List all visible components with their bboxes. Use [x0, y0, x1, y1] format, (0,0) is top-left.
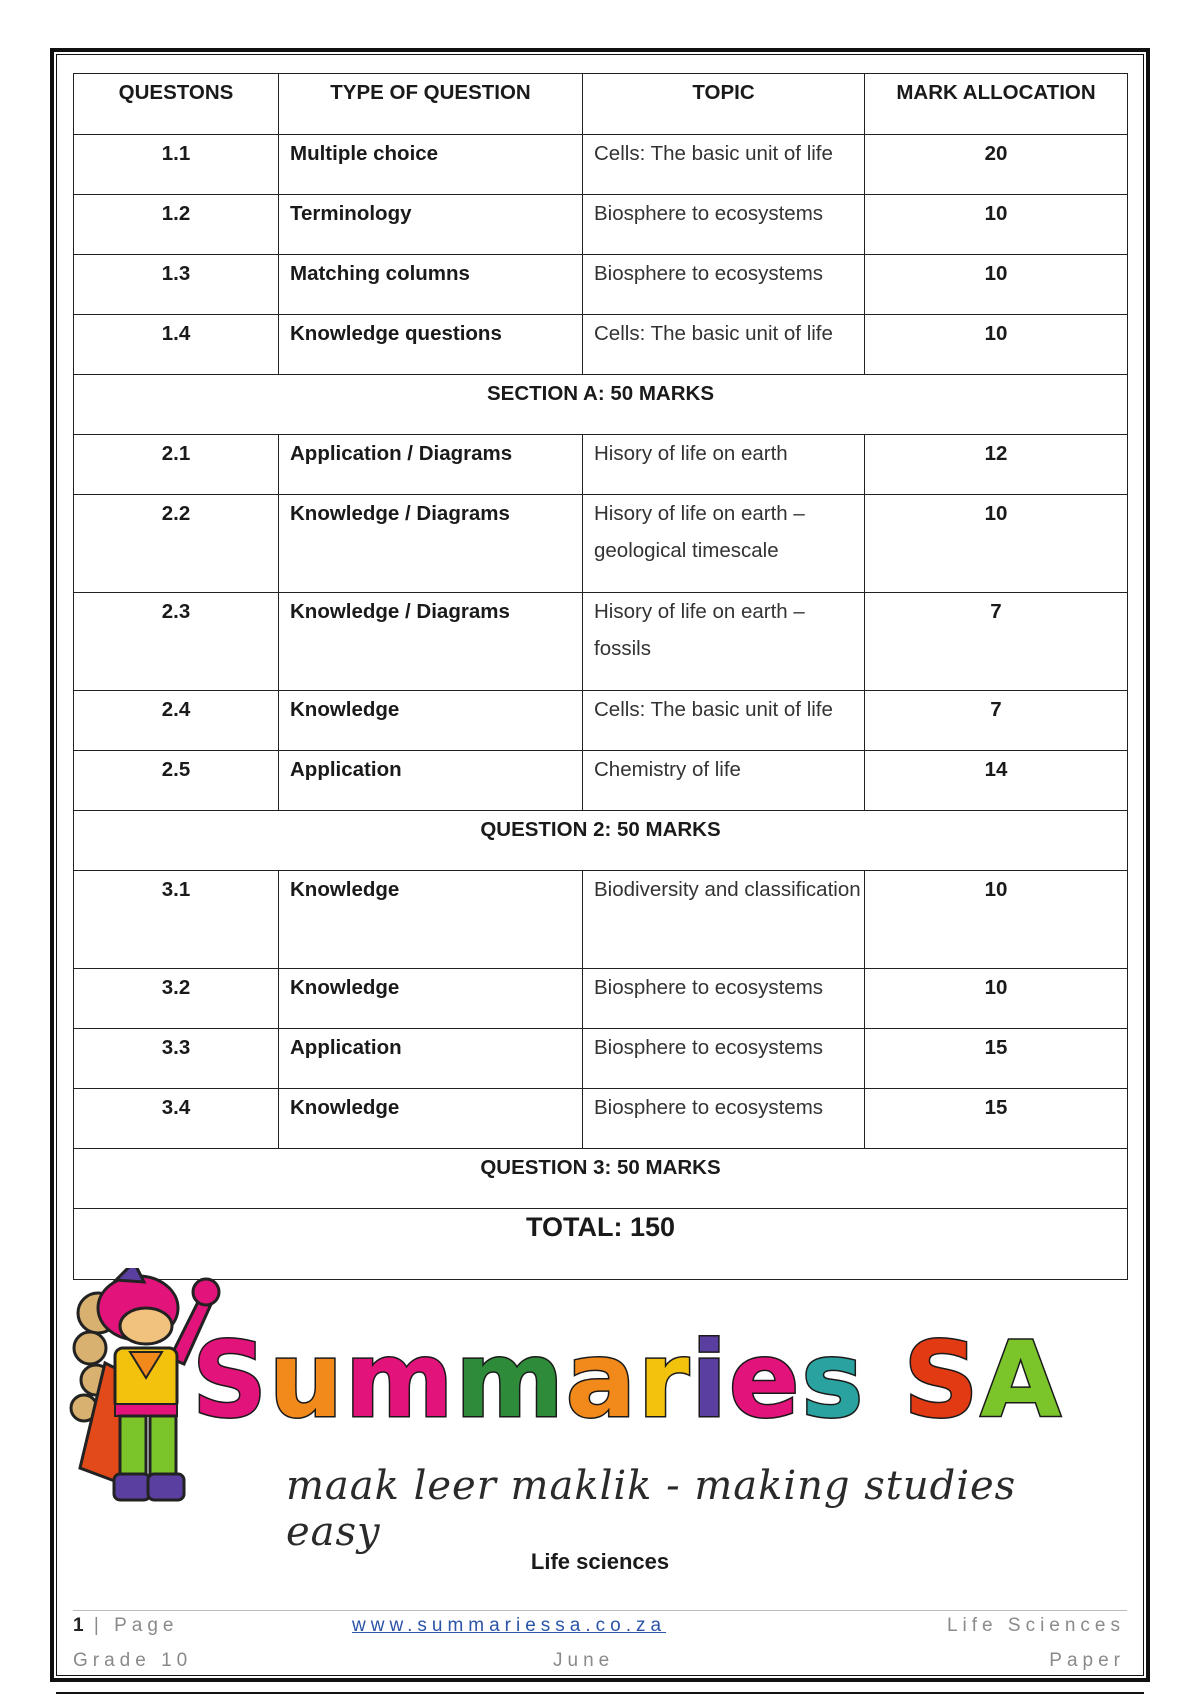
question-marks: 10 — [865, 495, 1128, 593]
table-row — [74, 751, 1128, 811]
table-row — [74, 1029, 1128, 1089]
footer-grade: Grade 10 — [73, 1650, 193, 1671]
question-number: 1.3 — [74, 255, 279, 315]
question-marks: 10 — [865, 255, 1128, 315]
footer-page — [73, 1615, 178, 1637]
table-row — [74, 691, 1128, 751]
question-topic: Biosphere to ecosystems — [583, 1089, 865, 1149]
question-marks: 10 — [865, 871, 1128, 969]
question-number: 2.1 — [74, 435, 279, 495]
subject-title: Life sciences — [530, 1549, 670, 1574]
question-topic: Chemistry of life — [583, 751, 865, 811]
question-type: Application — [279, 751, 583, 811]
question-topic: Biosphere to ecosystems — [583, 195, 865, 255]
header-marks: MARK ALLOCATION — [865, 74, 1128, 135]
question-number: 2.4 — [74, 691, 279, 751]
footer-divider — [73, 1610, 1127, 1611]
question-topic: Hisory of life on earth – fossils — [583, 593, 865, 691]
table-row — [74, 1089, 1128, 1149]
bottom-rule — [56, 1692, 1144, 1694]
question-type: Knowledge / Diagrams — [279, 495, 583, 593]
table-row — [74, 195, 1128, 255]
header-topic: TOPIC — [583, 74, 865, 135]
question-number: 1.2 — [74, 195, 279, 255]
question-number: 1.1 — [74, 135, 279, 195]
page-number: 1 — [73, 1615, 84, 1636]
footer-url-link[interactable]: www.summariessa.co.za — [352, 1615, 667, 1636]
table-row — [74, 871, 1128, 969]
question-topic: Biosphere to ecosystems — [583, 255, 865, 315]
header-row — [74, 74, 1128, 135]
question-type: Knowledge — [279, 1089, 583, 1149]
page-label: | Page — [93, 1615, 179, 1636]
question-marks: 12 — [865, 435, 1128, 495]
table-row — [74, 435, 1128, 495]
section-a-total: SECTION A: 50 MARKS — [74, 375, 1128, 435]
section-total-row — [74, 375, 1128, 435]
question-marks: 10 — [865, 969, 1128, 1029]
table-row — [74, 255, 1128, 315]
question-topic: Hisory of life on earth — [583, 435, 865, 495]
question-topic: Cells: The basic unit of life — [583, 315, 865, 375]
section-total-row — [74, 811, 1128, 871]
question-topic: Biodiversity and classification — [583, 871, 865, 969]
question-type: Terminology — [279, 195, 583, 255]
question-marks: 20 — [865, 135, 1128, 195]
question-2-total: QUESTION 2: 50 MARKS — [74, 811, 1128, 871]
table-row — [74, 315, 1128, 375]
header-type: TYPE OF QUESTION — [279, 74, 583, 135]
question-marks: 15 — [865, 1029, 1128, 1089]
table-row — [74, 969, 1128, 1029]
question-number: 3.2 — [74, 969, 279, 1029]
question-type: Knowledge — [279, 691, 583, 751]
question-type: Application — [279, 1029, 583, 1089]
question-marks: 10 — [865, 315, 1128, 375]
brand-wordmark: Summaries SA — [192, 1319, 1063, 1441]
question-topic: Cells: The basic unit of life — [583, 135, 865, 195]
section-total-row — [74, 1149, 1128, 1209]
question-topic: Biosphere to ecosystems — [583, 969, 865, 1029]
question-marks: 7 — [865, 593, 1128, 691]
question-number: 3.1 — [74, 871, 279, 969]
question-type: Knowledge — [279, 871, 583, 969]
question-number: 3.3 — [74, 1029, 279, 1089]
question-3-total: QUESTION 3: 50 MARKS — [74, 1149, 1128, 1209]
question-topic: Biosphere to ecosystems — [583, 1029, 865, 1089]
question-number: 2.2 — [74, 495, 279, 593]
header-questions: QUESTONS — [74, 74, 279, 135]
question-marks: 10 — [865, 195, 1128, 255]
question-type: Matching columns — [279, 255, 583, 315]
footer-subject: Life Sciences — [946, 1615, 1125, 1636]
exam-blueprint-table — [73, 73, 1128, 1280]
grand-total: TOTAL: 150 — [74, 1209, 1128, 1280]
question-type: Knowledge questions — [279, 315, 583, 375]
question-topic: Hisory of life on earth – geological timescale — [583, 495, 865, 593]
question-marks: 7 — [865, 691, 1128, 751]
logo-tagline: maak leer maklik - making studies easy — [286, 1463, 1017, 1555]
question-topic: Cells: The basic unit of life — [583, 691, 865, 751]
question-type: Knowledge — [279, 969, 583, 1029]
question-number: 3.4 — [74, 1089, 279, 1149]
question-marks: 14 — [865, 751, 1128, 811]
footer-month: June — [553, 1650, 615, 1671]
question-number: 2.5 — [74, 751, 279, 811]
question-marks: 15 — [865, 1089, 1128, 1149]
table-row — [74, 495, 1128, 593]
table-row — [74, 593, 1128, 691]
question-type: Application / Diagrams — [279, 435, 583, 495]
table-row — [74, 135, 1128, 195]
question-number: 1.4 — [74, 315, 279, 375]
footer-paper: Paper — [1049, 1650, 1125, 1671]
question-type: Multiple choice — [279, 135, 583, 195]
question-type: Knowledge / Diagrams — [279, 593, 583, 691]
question-number: 2.3 — [74, 593, 279, 691]
